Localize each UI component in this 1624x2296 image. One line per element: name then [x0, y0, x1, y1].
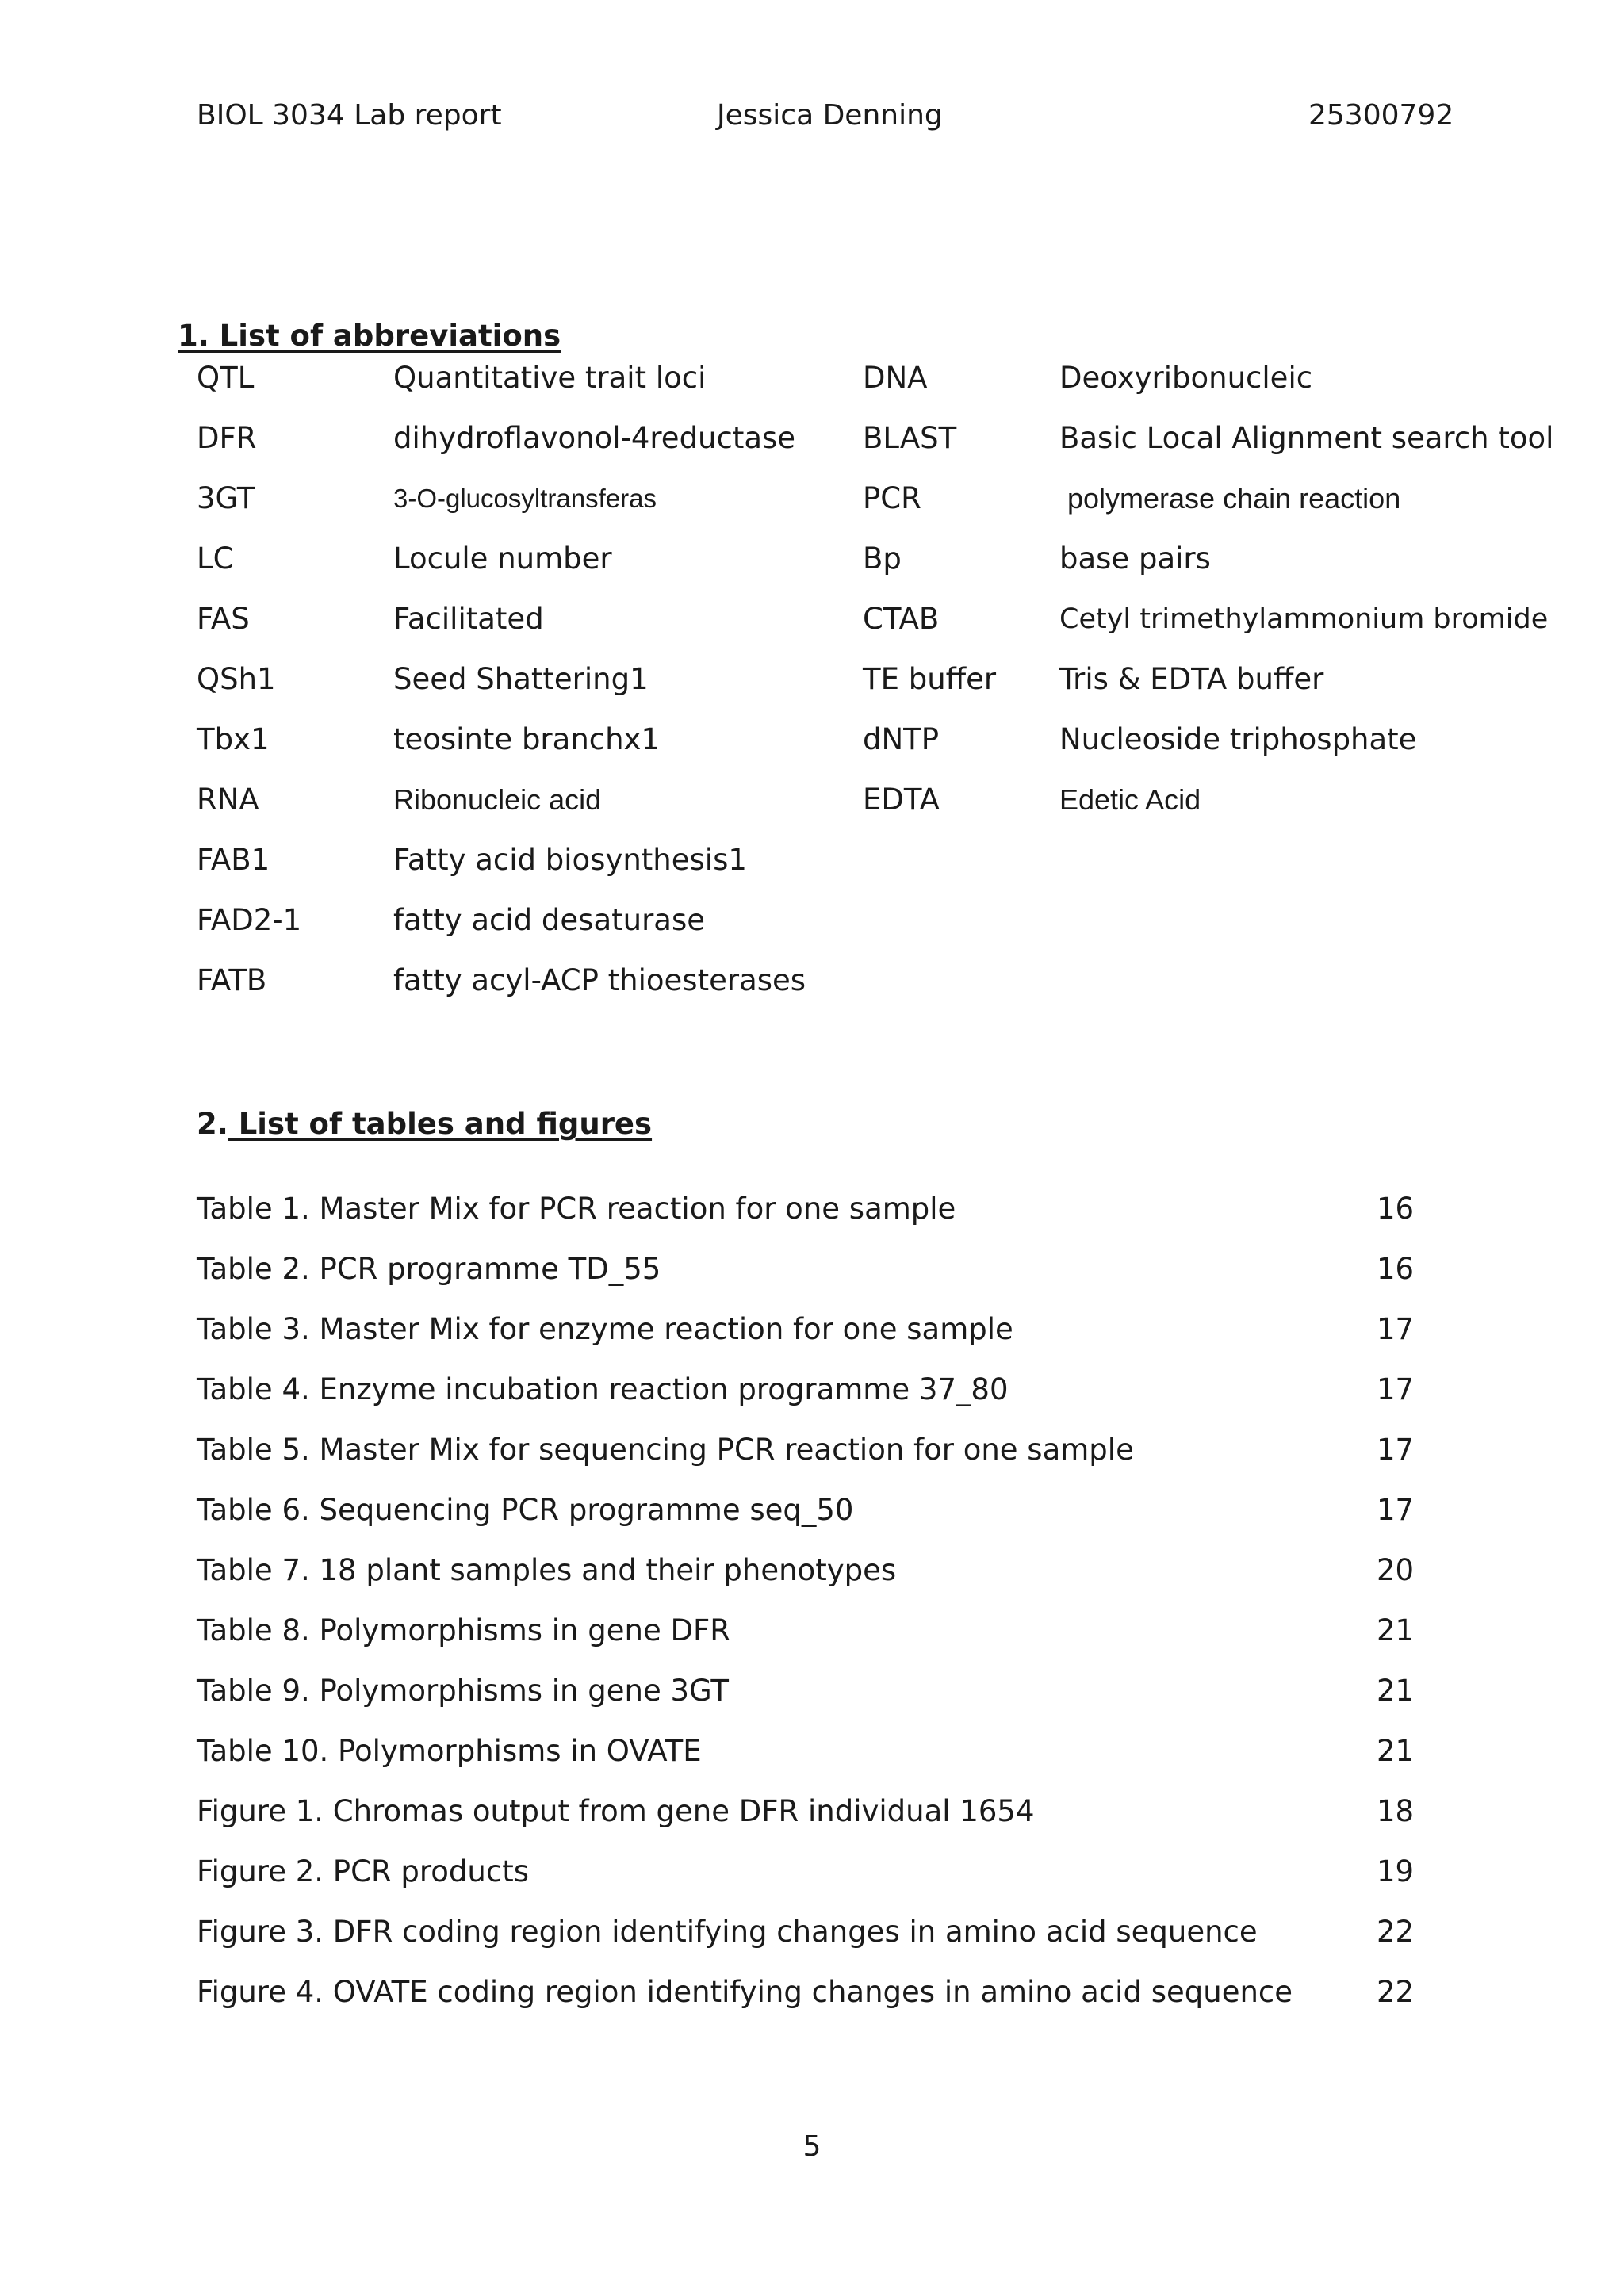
abbreviation-definition: 3-O-glucosyltransferas [393, 484, 657, 513]
toc-entry-page: 21 [1377, 1613, 1415, 1647]
tables-figures-heading-number: 2. [197, 1107, 228, 1141]
abbreviation-definition: polymerase chain reaction [1067, 482, 1401, 515]
abbreviation-definition: teosinte branchx1 [393, 722, 660, 756]
toc-entry [197, 1973, 1426, 2012]
toc-entry [197, 1852, 1426, 1892]
toc-entry-page: 21 [1377, 1734, 1415, 1768]
toc-entry-page: 17 [1377, 1493, 1415, 1527]
abbreviation-definition: Quantitative trait loci [393, 361, 707, 395]
abbreviation-term: Bp [863, 541, 902, 576]
toc-entry-page: 21 [1377, 1674, 1415, 1708]
abbreviation-term: Tbx1 [197, 722, 270, 756]
toc-entry-label: Table 6. Sequencing PCR programme seq_50 [197, 1493, 854, 1527]
abbreviation-term: FAB1 [197, 843, 270, 877]
abbreviation-term: PCR [863, 481, 921, 515]
abbreviation-term: LC [197, 541, 234, 576]
header-author: Jessica Denning [717, 99, 943, 132]
toc-entry [197, 1611, 1426, 1651]
header-course: BIOL 3034 Lab report [197, 99, 502, 132]
toc-entry-label: Table 5. Master Mix for sequencing PCR reaction for one sample [197, 1433, 1134, 1467]
toc-entry-page: 17 [1377, 1312, 1415, 1346]
abbreviation-term: RNA [197, 783, 259, 817]
toc-entry-label: Table 10. Polymorphisms in OVATE [197, 1734, 702, 1768]
toc-entry [197, 1370, 1426, 1410]
toc-entry-label: Figure 1. Chromas output from gene DFR individual 1654 [197, 1794, 1035, 1828]
toc-entry [197, 1912, 1426, 1952]
abbreviations-heading-text: 1. List of abbreviations [178, 319, 561, 353]
toc-entry-page: 19 [1377, 1854, 1415, 1888]
abbreviation-definition: Ribonucleic acid [393, 783, 602, 816]
abbreviation-definition: Cetyl trimethylammonium bromide [1059, 603, 1549, 635]
abbreviation-term: 3GT [197, 481, 255, 515]
toc-entry [197, 1430, 1426, 1470]
toc-entry-label: Table 9. Polymorphisms in gene 3GT [197, 1674, 729, 1708]
abbreviation-term: QSh1 [197, 662, 276, 696]
toc-entry [197, 1249, 1426, 1289]
abbreviation-definition: base pairs [1059, 541, 1211, 576]
toc-entry-label: Table 2. PCR programme TD_55 [197, 1252, 661, 1286]
abbreviation-term: FAS [197, 602, 250, 636]
page-number: 5 [802, 2130, 822, 2163]
toc-entry [197, 1732, 1426, 1771]
abbreviation-term: EDTA [863, 783, 940, 817]
toc-entry-label: Figure 3. DFR coding region identifying changes in amino acid sequence [197, 1915, 1258, 1949]
toc-entry-page: 16 [1377, 1252, 1415, 1286]
abbreviation-definition: Tris & EDTA buffer [1059, 662, 1324, 696]
toc-entry-page: 18 [1377, 1794, 1415, 1828]
tables-figures-heading-text: List of tables and figures [228, 1107, 653, 1141]
header-student-id: 25300792 [1308, 99, 1454, 132]
toc-entry-page: 22 [1377, 1915, 1415, 1949]
abbreviation-definition: Fatty acid biosynthesis1 [393, 843, 747, 877]
toc-entry [197, 1189, 1426, 1229]
abbreviation-definition: Facilitated [393, 602, 544, 636]
toc-entry-page: 17 [1377, 1372, 1415, 1406]
abbreviation-definition: Locule number [393, 541, 612, 576]
abbreviation-term: FATB [197, 963, 267, 997]
abbreviation-term: QTL [197, 361, 255, 395]
toc-entry-label: Figure 4. OVATE coding region identifying changes in amino acid sequence [197, 1975, 1293, 2009]
toc-entry [197, 1792, 1426, 1831]
abbreviation-term: FAD2-1 [197, 903, 302, 937]
abbreviation-term: DNA [863, 361, 928, 395]
abbreviation-term: BLAST [863, 421, 957, 455]
abbreviation-term: dNTP [863, 722, 940, 756]
toc-entry-label: Figure 2. PCR products [197, 1854, 529, 1888]
toc-entry-label: Table 4. Enzyme incubation reaction programme 37_80 [197, 1372, 1009, 1406]
toc-entry-page: 22 [1377, 1975, 1415, 2009]
tables-figures-heading [197, 1107, 652, 1142]
toc-entry-page: 17 [1377, 1433, 1415, 1467]
abbreviation-definition: Seed Shattering1 [393, 662, 649, 696]
abbreviation-definition: dihydroflavonol-4reductase [393, 421, 796, 455]
abbreviation-term: TE buffer [863, 662, 997, 696]
abbreviation-definition: Deoxyribonucleic [1059, 361, 1313, 395]
toc-entry-label: Table 7. 18 plant samples and their phenotypes [197, 1553, 897, 1587]
toc-entry [197, 1551, 1426, 1590]
toc-entry [197, 1310, 1426, 1349]
abbreviation-definition: Edetic Acid [1059, 783, 1201, 816]
toc-entry-label: Table 8. Polymorphisms in gene DFR [197, 1613, 730, 1647]
toc-entry-label: Table 1. Master Mix for PCR reaction for one sample [197, 1192, 956, 1226]
abbreviation-term: CTAB [863, 602, 940, 636]
abbreviation-term: DFR [197, 421, 257, 455]
page-header [0, 98, 1624, 133]
abbreviation-definition: Basic Local Alignment search tool [1059, 421, 1554, 455]
abbreviations-heading [178, 319, 561, 354]
toc-entry-label: Table 3. Master Mix for enzyme reaction for one sample [197, 1312, 1013, 1346]
toc-entry [197, 1490, 1426, 1530]
toc-entry-page: 16 [1377, 1192, 1415, 1226]
abbreviation-definition: fatty acid desaturase [393, 903, 705, 937]
abbreviation-definition: Nucleoside triphosphate [1059, 722, 1417, 756]
toc-entry-page: 20 [1377, 1553, 1415, 1587]
abbreviation-definition: fatty acyl-ACP thioesterases [393, 963, 806, 997]
toc-entry [197, 1671, 1426, 1711]
